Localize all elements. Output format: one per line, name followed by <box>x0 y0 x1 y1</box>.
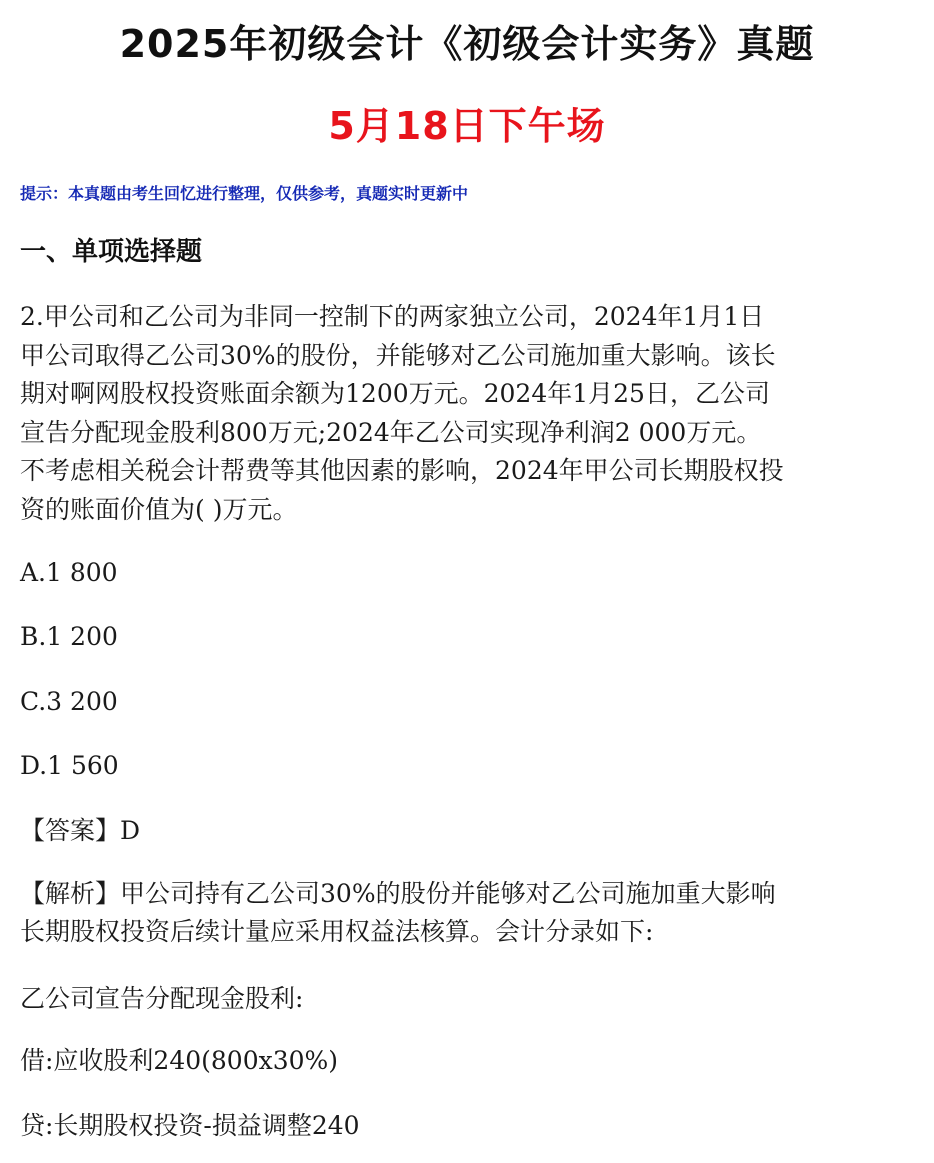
analysis-line: 长期股权投资后续计量应采用权益法核算。会计分录如下: <box>20 917 654 946</box>
option-d: D.1 560 <box>20 751 119 780</box>
analysis-paragraph <box>20 875 920 951</box>
question-stem <box>20 298 920 529</box>
update-notice: 提示：本真题由考生回忆进行整理，仅供参考，真题实时更新中 <box>20 184 469 203</box>
debit-entry: 借:应收股利240(800x30%) <box>20 1046 339 1075</box>
question-line: 2.甲公司和乙公司为非同一控制下的两家独立公司，2024年1月1日 <box>20 302 765 331</box>
question-line: 期对啊网股权投资账面余额为1200万元。2024年1月25日，乙公司 <box>20 379 770 408</box>
option-b: B.1 200 <box>20 622 118 651</box>
question-line: 不考虑相关税会计帮费等其他因素的影响，2024年甲公司长期股权投 <box>20 456 784 485</box>
entry-description: 乙公司宣告分配现金股利: <box>20 984 304 1013</box>
question-line: 甲公司取得乙公司30%的股份，并能够对乙公司施加重大影响。该长 <box>20 340 776 370</box>
credit-entry: 贷:长期股权投资-损益调整240 <box>20 1111 360 1140</box>
section-heading: 一、单项选择题 <box>20 237 203 267</box>
question-line: 资的账面价值为( )万元。 <box>20 494 298 524</box>
analysis-line: 【解析】甲公司持有乙公司30%的股份并能够对乙公司施加重大影响 <box>20 879 776 908</box>
option-a: A.1 800 <box>20 558 118 587</box>
session-subtitle: 5月18日下午场 <box>328 104 606 148</box>
option-c: C.3 200 <box>20 687 118 716</box>
answer-line: 【答案】D <box>20 816 141 845</box>
document-title: 2025年初级会计《初级会计实务》真题 <box>119 22 815 66</box>
question-line: 宣告分配现金股利800万元;2024年乙公司实现净利润2 000万元。 <box>20 417 762 447</box>
